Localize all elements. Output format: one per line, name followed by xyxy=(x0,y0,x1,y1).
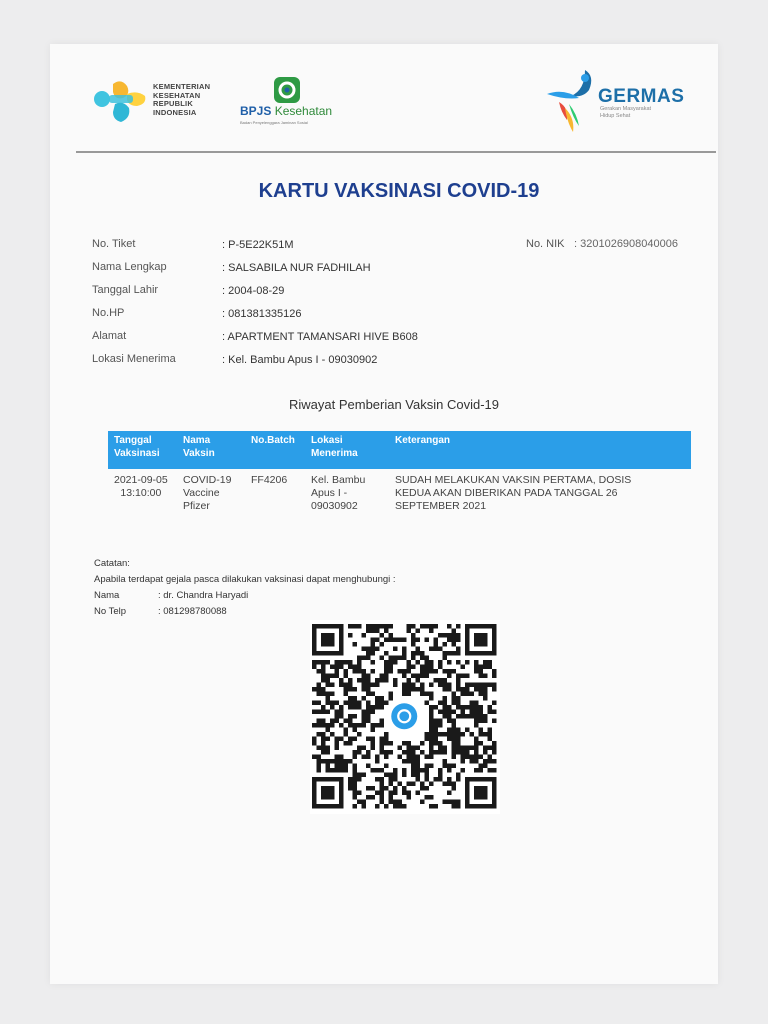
qr-finder-pattern xyxy=(474,633,488,647)
cell-batch: FF4206 xyxy=(251,474,288,486)
contact-name-value: : dr. Chandra Haryadi xyxy=(158,590,249,601)
qr-finder-pattern xyxy=(321,633,335,647)
field-value-address: : APARTMENT TAMANSARI HIVE B608 xyxy=(222,331,418,343)
qr-center-logo-icon xyxy=(391,703,417,729)
field-label-address: Alamat xyxy=(92,330,127,342)
bpjs-logo-icon xyxy=(272,76,302,104)
contact-phone-label: No Telp xyxy=(94,606,127,617)
column-header-location: Lokasi Menerima xyxy=(311,435,358,459)
field-value-location: : Kel. Bambu Apus I - 09030902 xyxy=(222,354,378,366)
qr-code-icon xyxy=(310,620,500,814)
column-header-vaccine: Nama Vaksin xyxy=(183,435,215,459)
germas-name: GERMAS xyxy=(598,86,685,107)
bpjs-name: BPJS Kesehatan xyxy=(240,104,333,118)
field-label-birthdate: Tanggal Lahir xyxy=(92,284,159,296)
bpjs-subtitle: Badan Penyelenggara Jaminan Sosial xyxy=(240,120,308,125)
column-header-batch: No.Batch xyxy=(251,435,295,446)
column-header-date: Tanggal Vaksinasi xyxy=(114,435,160,459)
notes-heading: Catatan: xyxy=(94,558,130,569)
cell-vaccine: COVID-19 Vaccine Pfizer xyxy=(183,474,232,512)
history-title: Riwayat Pemberian Vaksin Covid-19 xyxy=(288,397,500,412)
card-title: KARTU VAKSINASI COVID-19 xyxy=(258,180,540,202)
qr-finder-pattern xyxy=(321,786,335,800)
column-header-notes: Keterangan xyxy=(395,435,451,446)
field-value-name: : SALSABILA NUR FADHILAH xyxy=(222,262,371,274)
kemenkes-text: KEMENTERIAN KESEHATAN REPUBLIK INDONESIA xyxy=(153,82,211,117)
table-header xyxy=(108,431,691,469)
germas-subtitle: Gerakan Masyarakat Hidup Sehat xyxy=(600,106,652,119)
notes-line: Apabila terdapat gejala pasca dilakukan vaksinasi dapat menghubungi : xyxy=(94,574,396,585)
germas-logo-icon xyxy=(545,68,601,134)
field-label-name: Nama Lengkap xyxy=(92,261,167,273)
kemenkes-logo-icon xyxy=(93,78,149,124)
qr-code xyxy=(310,620,500,814)
cell-notes: SUDAH MELAKUKAN VAKSIN PERTAMA, DOSIS KEDUA AKAN DIBERIKAN PADA TANGGAL 26 SEPTEMBER 2021 xyxy=(395,474,632,512)
cell-date: 2021-09-05 13:10:00 xyxy=(114,474,168,499)
nik-value: : 3201026908040006 xyxy=(574,238,678,250)
field-value-phone: : 081381335126 xyxy=(222,308,302,320)
qr-finder-pattern xyxy=(474,786,488,800)
field-label-ticket: No. Tiket xyxy=(92,238,136,250)
contact-name-label: Nama xyxy=(94,590,120,601)
field-value-birthdate: : 2004-08-29 xyxy=(222,285,285,297)
field-label-phone: No.HP xyxy=(92,307,125,319)
cell-location: Kel. Bambu Apus I - 09030902 xyxy=(311,474,366,512)
contact-phone-value: : 081298780088 xyxy=(158,606,227,617)
field-value-ticket: : P-5E22K51M xyxy=(222,239,294,251)
header-divider xyxy=(76,151,716,153)
field-label-location: Lokasi Menerima xyxy=(92,353,176,365)
nik-label: No. NIK xyxy=(526,238,565,250)
